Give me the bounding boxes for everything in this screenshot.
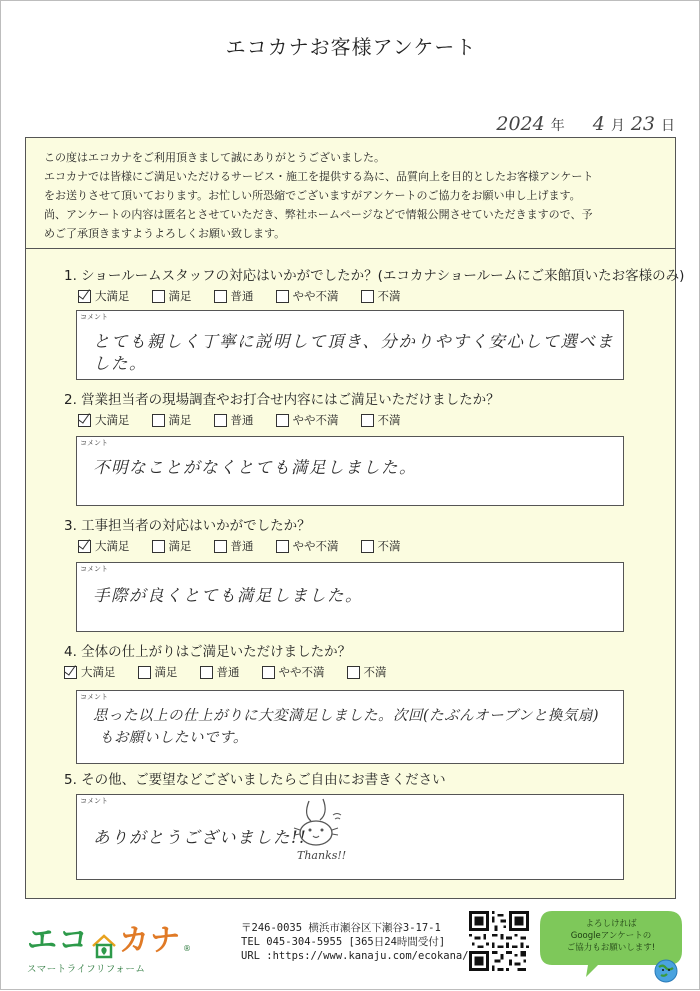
option-label: 満足 (168, 539, 192, 553)
date-day-unit: 日 (661, 118, 675, 134)
comment-label: コメント (80, 693, 108, 701)
q5-comment-text: ありがとうございました!! (93, 828, 308, 847)
comment-label: コメント (80, 313, 108, 321)
q3-option-somewhat-dissatisfied[interactable] (276, 538, 339, 554)
q4-option-very-satisfied[interactable] (64, 664, 116, 680)
q3-comment-text: 手際が良くとても満足しました。 (93, 586, 363, 605)
intro-line: エコカナでは皆様にご満足いただけるサービス・施工を提供する為に、品質向上を目的としたお客様アンケート (44, 170, 594, 183)
earth-mascot-icon (655, 960, 677, 982)
date-month-unit: 月 (610, 118, 625, 134)
checkbox[interactable] (214, 540, 227, 553)
q2-option-very-satisfied[interactable] (78, 412, 130, 428)
logo-text-right: カナ (119, 923, 181, 958)
survey-form (25, 137, 685, 899)
q4-option-satisfied[interactable] (138, 664, 178, 680)
q2-option-satisfied[interactable] (152, 412, 192, 428)
option-label: 大満足 (95, 413, 130, 427)
q4-option-neutral[interactable] (200, 664, 240, 680)
q4-options (64, 664, 387, 680)
option-label: 大満足 (81, 665, 116, 679)
checkbox[interactable] (361, 414, 374, 427)
company-contact (241, 921, 469, 963)
option-label: 大満足 (95, 539, 130, 553)
option-label: 満足 (168, 413, 192, 427)
q4-option-somewhat-dissatisfied[interactable] (262, 664, 325, 680)
option-label: やや不満 (292, 539, 339, 553)
q4-option-dissatisfied[interactable] (347, 664, 387, 680)
bubble-line: よろしければ (585, 919, 637, 929)
q4-comment-text (93, 705, 615, 749)
q2-comment-text: 不明なことがなくとても満足しました。 (93, 458, 417, 477)
q4-comment-box[interactable] (76, 690, 624, 764)
option-label: 不満 (377, 289, 401, 303)
q3-option-satisfied[interactable] (152, 538, 192, 554)
bunny-doodle-icon (289, 797, 359, 869)
q1-option-very-satisfied[interactable] (78, 288, 130, 304)
intro-line: 尚、アンケートの内容は匿名とさせていただき、弊社ホームページなどで情報公開させていただきますので、予 (44, 208, 593, 221)
option-label: 普通 (230, 539, 254, 553)
q5-comment-box[interactable] (76, 794, 624, 880)
comment-label: コメント (80, 439, 108, 447)
checkbox[interactable] (200, 666, 213, 679)
option-label: 不満 (363, 665, 387, 679)
q3-option-dissatisfied[interactable] (361, 538, 401, 554)
footer (1, 901, 700, 989)
q1-options (78, 288, 401, 304)
checkbox[interactable] (138, 666, 151, 679)
checkbox[interactable] (152, 540, 165, 553)
tel-text: TEL 045-304-5955 [365日24時間受付] (241, 936, 446, 948)
option-label: 普通 (216, 665, 240, 679)
address-text: 〒246-0035 横浜市瀬谷区下瀬谷3-17-1 (241, 922, 441, 934)
q2-options (78, 412, 401, 428)
date-day: 23 (630, 113, 655, 135)
q1-comment-box[interactable] (76, 310, 624, 380)
checkbox[interactable] (347, 666, 360, 679)
checkbox[interactable] (276, 540, 289, 553)
option-label: 普通 (230, 413, 254, 427)
intro-line: この度はエコカナをご利用頂きまして誠にありがとうございました。 (44, 151, 385, 164)
q3-option-very-satisfied[interactable] (78, 538, 130, 554)
q2-option-neutral[interactable] (214, 412, 254, 428)
checkbox[interactable] (361, 290, 374, 303)
option-label: やや不満 (292, 413, 339, 427)
intro-line: めご了承頂きますようよろしくお願い致します。 (44, 227, 286, 240)
q1-option-neutral[interactable] (214, 288, 254, 304)
ecokana-logo (27, 915, 191, 975)
qr-code-icon[interactable] (469, 911, 529, 971)
date-month: 4 (592, 113, 605, 135)
comment-label: コメント (80, 565, 108, 573)
date-year: 2024 (496, 113, 545, 135)
logo-text-left: エコ (27, 923, 89, 958)
q1-option-dissatisfied[interactable] (361, 288, 401, 304)
checkbox[interactable] (276, 414, 289, 427)
option-label: 満足 (154, 665, 178, 679)
doodle-thanks-text: Thanks!! (297, 849, 347, 862)
question-3: 3. 工事担当者の対応はいかがでしたか？ (64, 518, 311, 534)
checkbox[interactable] (262, 666, 275, 679)
date-year-unit: 年 (550, 118, 565, 134)
option-label: 普通 (230, 289, 254, 303)
speech-bubble[interactable] (538, 907, 688, 987)
checkbox[interactable] (152, 290, 165, 303)
checkbox-checked[interactable] (78, 290, 91, 303)
checkbox-checked[interactable] (78, 540, 91, 553)
checkbox[interactable] (152, 414, 165, 427)
option-label: 満足 (168, 289, 192, 303)
option-label: 不満 (377, 413, 401, 427)
survey-title: エコカナお客様アンケート (225, 35, 477, 59)
bunny-doodle (289, 797, 359, 873)
checkbox[interactable] (361, 540, 374, 553)
q2-option-dissatisfied[interactable] (361, 412, 401, 428)
option-label: やや不満 (278, 665, 325, 679)
option-label: やや不満 (292, 289, 339, 303)
comment-line: もお願いしたいです。 (99, 730, 248, 746)
q1-option-satisfied[interactable] (152, 288, 192, 304)
question-2: 2. 営業担当者の現場調査やお打合せ内容にはご満足いただけましたか？ (64, 392, 500, 408)
checkbox-checked[interactable] (64, 666, 77, 679)
qr-code[interactable] (469, 911, 529, 975)
registered-icon: ® (183, 944, 191, 953)
bubble-line: ご協力もお願いします! (566, 943, 656, 953)
intro-line: をお送りさせて頂いております。お忙しい所恐縮でございますがアンケートのご協力をお願い申し上げます。 (44, 189, 581, 202)
q3-options (78, 538, 401, 554)
q2-option-somewhat-dissatisfied[interactable] (276, 412, 339, 428)
checkbox[interactable] (214, 414, 227, 427)
q3-comment-box[interactable] (76, 562, 624, 632)
q3-option-neutral[interactable] (214, 538, 254, 554)
question-4: 4. 全体の仕上がりはご満足いただけましたか？ (64, 644, 352, 660)
question-1: 1. ショールームスタッフの対応はいかがでしたか？(エコカナショールームにご来館頂いたお客様のみ) (64, 268, 685, 284)
intro-text (44, 148, 664, 243)
checkbox-checked[interactable] (78, 414, 91, 427)
option-label: 大満足 (95, 289, 130, 303)
url-text[interactable]: URL :https://www.kanaju.com/ecokana/ (241, 950, 469, 962)
house-logo-icon (91, 933, 117, 959)
option-label: 不満 (377, 539, 401, 553)
q2-comment-box[interactable] (76, 436, 624, 506)
intro-divider (26, 248, 675, 249)
checkbox[interactable] (276, 290, 289, 303)
survey-date (496, 113, 675, 135)
q1-comment-text: とても親しく丁寧に説明して頂き、分かりやすく安心して選べました。 (93, 332, 615, 373)
question-5: 5. その他、ご要望などございましたらご自由にお書きください (64, 772, 446, 788)
q1-option-somewhat-dissatisfied[interactable] (276, 288, 339, 304)
comment-line: 思った以上の仕上がりに大変満足しました。次回(たぶんオーブンと換気扇) (93, 708, 600, 724)
logo-subtitle: スマートライフリフォーム (27, 964, 146, 975)
checkbox[interactable] (214, 290, 227, 303)
comment-label: コメント (80, 797, 108, 805)
bubble-line: Googleアンケートの (570, 931, 652, 941)
google-survey-bubble[interactable] (538, 907, 688, 991)
